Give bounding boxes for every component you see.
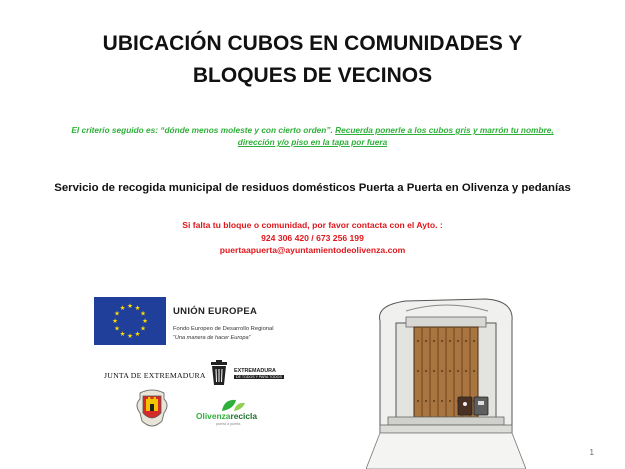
extremadura-logo — [207, 360, 297, 388]
eu-star-icon: ★ — [140, 310, 146, 318]
eu-title: UNIÓN EUROPEA — [173, 306, 258, 317]
olivenza-recicla-text: Olivenzarecicla — [196, 411, 257, 421]
eu-fund: Fondo Europeo de Desarrollo Regional — [173, 326, 274, 332]
criteria-plain: El criterio seguido es: “dónde menos moleste y con cierto orden”. — [71, 125, 333, 135]
extremadura-tag: DE TODOS Y PARA TODOS — [236, 375, 282, 379]
extremadura-name: EXTREMADURA — [234, 368, 276, 374]
eu-star-icon: ★ — [140, 325, 146, 333]
eu-star-icon: ★ — [119, 331, 126, 339]
eu-star-icon: ★ — [134, 305, 141, 313]
eu-star-icon: ★ — [127, 333, 133, 341]
contact-block — [0, 219, 625, 257]
doorway-bins-illustration-icon — [366, 291, 526, 469]
olivenza-recicla-logo — [196, 397, 276, 429]
olivenza-coat-of-arms-icon — [134, 387, 170, 431]
title-line-2: BLOQUES DE VECINOS — [192, 64, 433, 87]
eu-star-icon: ★ — [114, 310, 120, 318]
criteria-reminder-2: dirección y/o piso en la tapa por fuera — [237, 137, 388, 147]
eu-star-icon: ★ — [134, 331, 141, 339]
contact-email: puertaapuerta@ayuntamientodeolivenza.com — [219, 245, 406, 255]
page-number: 1 — [589, 448, 594, 457]
contact-phones: 924 306 420 / 673 256 199 — [261, 232, 364, 243]
olivenza-recicla-sub: puerta a puerta — [216, 422, 241, 426]
service-heading: Servicio de recogida municipal de residuos domésticos Puerta a Puerta en Olivenza y pedanías — [54, 182, 571, 194]
criteria-reminder-1: Recuerda ponerle a los cubos gris y marrón tu nombre, — [335, 125, 554, 135]
eu-motto: “Una manera de hacer Europa” — [173, 335, 251, 341]
eu-star-icon: ★ — [142, 318, 148, 326]
bin-icon — [207, 360, 231, 386]
criteria-note — [40, 124, 585, 148]
page-title — [0, 28, 625, 92]
contact-instruction: Si falta tu bloque o comunidad, por favor contacta con el Ayto. : — [182, 220, 443, 230]
eu-flag-icon — [94, 297, 166, 345]
eu-star-icon: ★ — [112, 318, 118, 326]
eu-star-icon: ★ — [114, 325, 120, 333]
title-line-1: UBICACIÓN CUBOS EN COMUNIDADES Y — [102, 32, 523, 55]
junta-extremadura-label: JUNTA DE EXTREMADURA — [104, 371, 206, 380]
eu-star-icon: ★ — [127, 303, 133, 311]
eu-star-icon: ★ — [119, 305, 126, 313]
